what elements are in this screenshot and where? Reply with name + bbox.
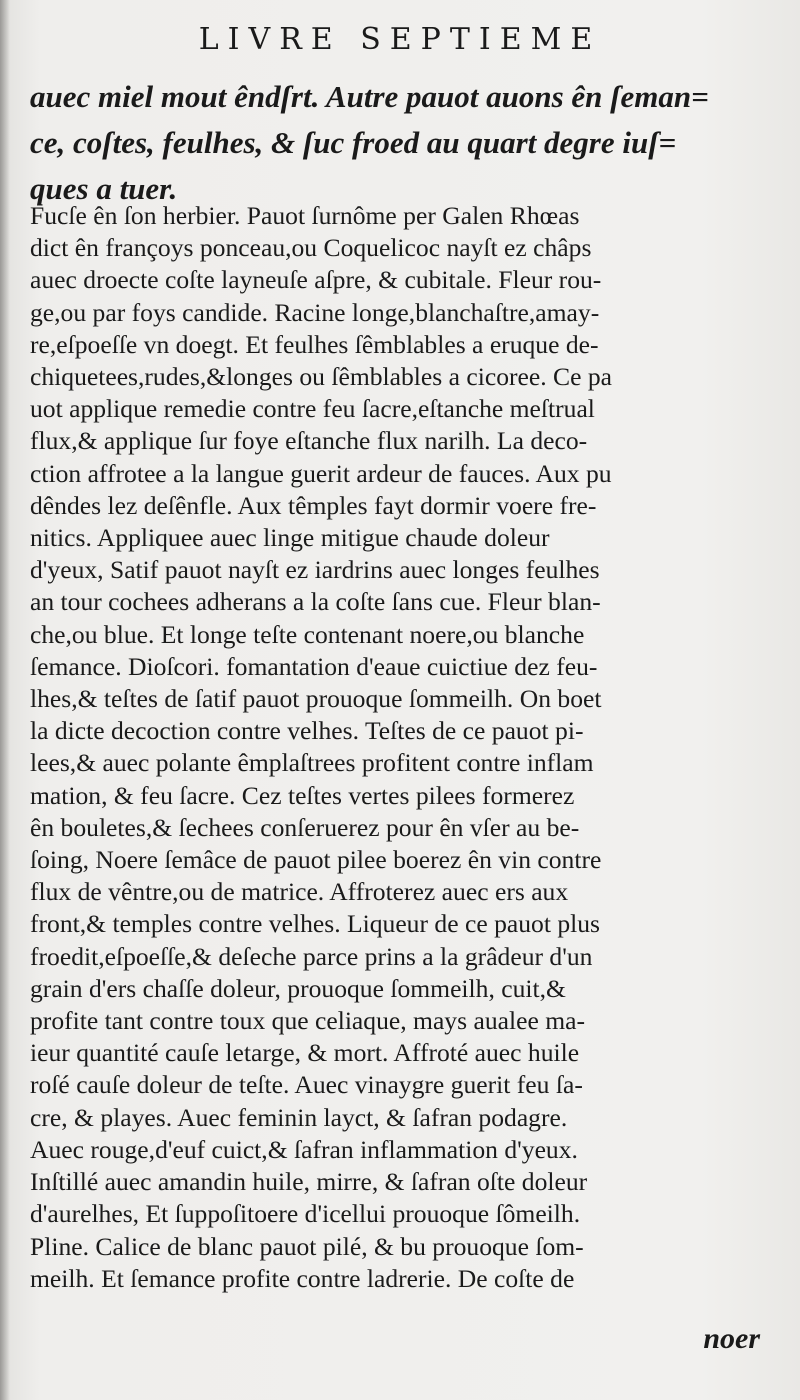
body-line: uot applique remedie contre feu ſacre,eſtanche meſtrual: [30, 394, 595, 424]
catchword: noer: [703, 1322, 760, 1355]
italic-text-block: [30, 74, 775, 212]
body-line: an tour cochees adherans a la coſte ſans cue. Fleur blan-: [30, 587, 601, 617]
body-line: froedit,eſpoeſſe,& deſeche parce prins a la grâdeur d'un: [30, 941, 593, 971]
running-head: LIVRE SEPTIEME: [198, 22, 602, 57]
body-line: lhes,& teſtes de ſatif pauot prouoque ſommeilh. On boet: [30, 684, 602, 714]
italic-line: ques a tuer.: [30, 171, 178, 206]
body-line: la dicte decoction contre velhes. Teſtes de ce pauot pi-: [30, 716, 584, 746]
page-gutter-shadow: [0, 0, 10, 1400]
body-line: ſoing, Noere ſemâce de pauot pilee boerez ên vin contre: [30, 845, 602, 875]
body-line: flux de vêntre,ou de matrice. Affroterez auec ers aux: [30, 877, 569, 907]
italic-line: auec miel mout êndſrt. Autre pauot auons ên ſeman=: [30, 79, 709, 114]
body-line: ge,ou par foys candide. Racine longe,blanchaſtre,amay-: [30, 297, 600, 327]
body-line: dict ên françoys ponceau,ou Coquelicoc nayſt ez châps: [30, 233, 592, 263]
body-line: lees,& auec polante êmplaſtrees profitent contre inflam: [30, 748, 594, 778]
body-line: nitics. Appliquee auec linge mitigue chaude doleur: [30, 523, 550, 553]
body-line: dêndes lez deſênfle. Aux têmples fayt dormir voere fre-: [30, 490, 597, 520]
italic-line: ce, coſtes, feulhes, & ſuc froed au quart degre iuſ=: [30, 125, 677, 160]
body-line: roſé cauſe doleur de teſte. Auec vinaygre guerit feu ſa-: [30, 1070, 583, 1100]
body-line: Inſtillé auec amandin huile, mirre, & ſafran oſte doleur: [30, 1167, 588, 1197]
body-line: ction affrotee a la langue guerit ardeur de fauces. Aux pu: [30, 458, 612, 488]
body-line: ſemance. Dioſcori. fomantation d'eaue cuictiue dez feu-: [30, 651, 598, 681]
body-line: Auec rouge,d'euf cuict,& ſafran inflammation d'yeux.: [30, 1134, 578, 1164]
body-line: re,eſpoeſſe vn doegt. Et feulhes ſêmblables a eruque de-: [30, 329, 599, 359]
body-line: cre, & playes. Auec feminin layct, & ſafran podagre.: [30, 1102, 568, 1132]
body-line: auec droecte coſte layneuſe aſpre, & cubitale. Fleur rou-: [30, 265, 602, 295]
body-line: d'yeux, Satif pauot nayſt ez iardrins auec longes feulhes: [30, 555, 600, 585]
body-line: d'aurelhes, Et ſuppoſitoere d'icellui prouoque ſômeilh.: [30, 1199, 581, 1229]
body-line: front,& temples contre velhes. Liqueur de ce pauot plus: [30, 909, 600, 939]
body-line: che,ou blue. Et longe teſte contenant noere,ou blanche: [30, 619, 585, 649]
body-line: Pline. Calice de blanc pauot pilé, & bu prouoque ſom-: [30, 1231, 584, 1261]
body-line: Fucſe ên ſon herbier. Pauot ſurnôme per Galen Rhœas: [30, 201, 580, 230]
body-line: ieur quantité cauſe letarge, & mort. Affroté auec huile: [30, 1038, 580, 1068]
body-line: ên bouletes,& ſechees conſeruerez pour ên vſer au be-: [30, 812, 580, 842]
body-line: profite tant contre toux que celiaque, mays aualee ma-: [30, 1006, 586, 1036]
body-line: flux,& applique ſur foye eſtanche flux narilh. La deco-: [30, 426, 588, 456]
body-line: grain d'ers chaſſe doleur, prouoque ſommeilh, cuit,&: [30, 973, 566, 1003]
body-line: mation, & feu ſacre. Cez teſtes vertes pilees formerez: [30, 780, 575, 810]
body-text-block: [30, 200, 775, 1295]
body-line: meilh. Et ſemance profite contre ladrerie. De coſte de: [30, 1263, 575, 1293]
body-line: chiquetees,rudes,&longes ou ſêmblables a cicoree. Ce pa: [30, 362, 613, 392]
